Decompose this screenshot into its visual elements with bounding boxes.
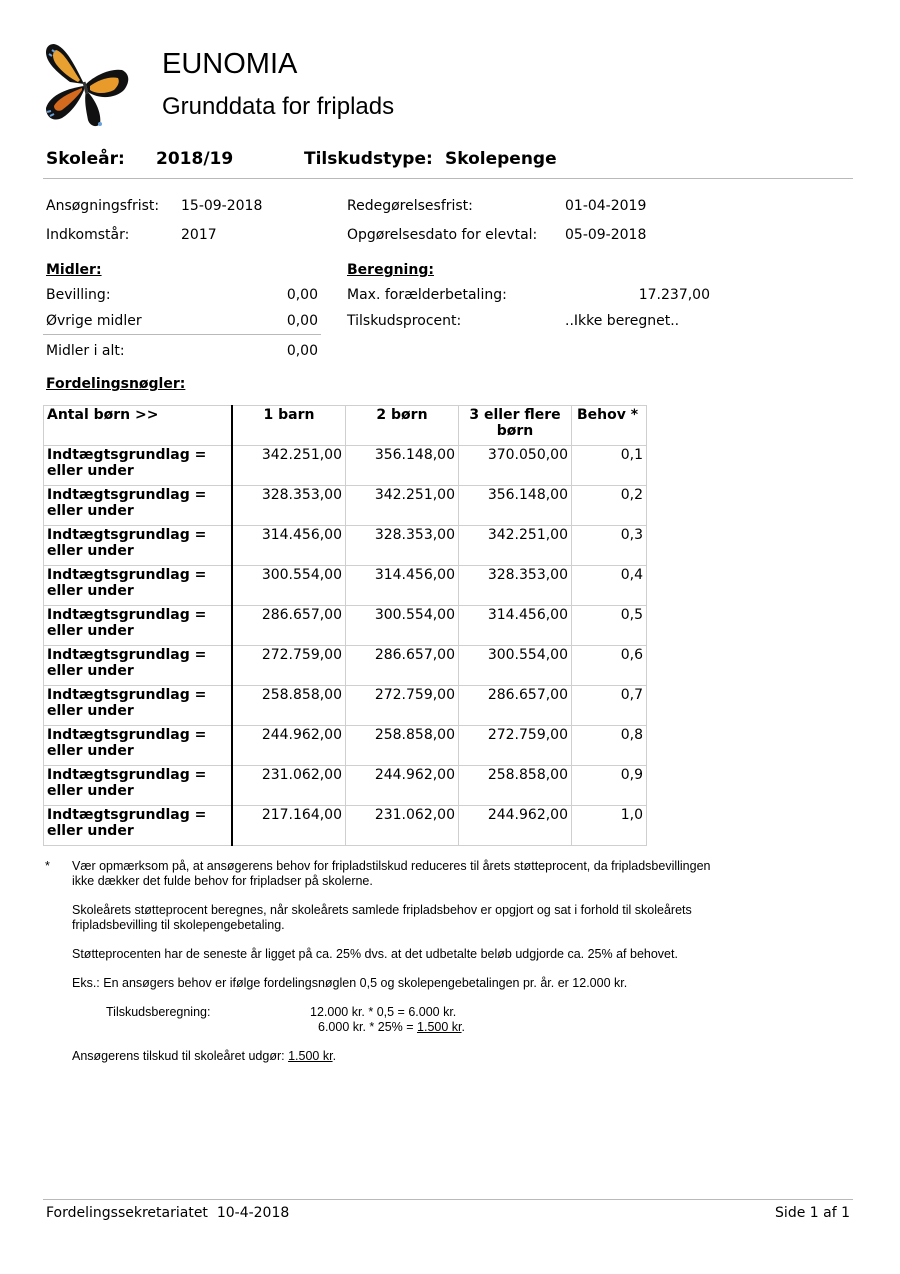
row-label: Indtægtsgrundlag = eller under: [44, 526, 233, 566]
row-label: Indtægtsgrundlag = eller under: [44, 686, 233, 726]
value-1-barn: 300.554,00: [232, 566, 346, 606]
value-2-boern: 356.148,00: [346, 446, 459, 486]
note-p5: [72, 1049, 336, 1064]
oevrige-midler-label: Øvrige midler: [46, 313, 142, 329]
calc-line2-result: 1.500 kr: [417, 1020, 462, 1034]
col-header-behov: Behov *: [572, 406, 647, 446]
value-behov: 0,3: [572, 526, 647, 566]
value-3-boern: 244.962,00: [459, 806, 572, 846]
value-2-boern: 314.456,00: [346, 566, 459, 606]
row-label: Indtægtsgrundlag = eller under: [44, 726, 233, 766]
calc-line1: 12.000 kr. * 0,5 = 6.000 kr.: [310, 1005, 457, 1019]
note-p2-line2: fripladsbevilling til skolepengebetaling.: [72, 918, 285, 932]
value-3-boern: 328.353,00: [459, 566, 572, 606]
value-2-boern: 272.759,00: [346, 686, 459, 726]
oevrige-midler-value: 0,00: [286, 313, 318, 329]
note-p4: Eks.: En ansøgers behov er ifølge fordelingsnøglen 0,5 og skolepengebetalingen pr. år. er 12.000 kr.: [72, 976, 628, 990]
skoleaar-value: 2018/19: [156, 149, 234, 169]
midler-heading: Midler:: [46, 262, 102, 278]
col-header-antal-boern: Antal børn >>: [44, 406, 233, 446]
table-row: [44, 446, 647, 486]
value-3-boern: 300.554,00: [459, 646, 572, 686]
value-1-barn: 342.251,00: [232, 446, 346, 486]
fordelingsnoegler-table: [43, 405, 647, 846]
value-3-boern: 356.148,00: [459, 486, 572, 526]
row-label: Indtægtsgrundlag = eller under: [44, 766, 233, 806]
table-header-row: [44, 406, 647, 446]
max-foraelderbetaling-value: 17.237,00: [638, 287, 710, 303]
bevilling-label: Bevilling:: [46, 287, 111, 303]
calc-label: Tilskudsberegning:: [106, 1005, 211, 1019]
note-p5-suffix: .: [332, 1049, 337, 1063]
note-p5-result: 1.500 kr: [288, 1049, 333, 1063]
beregning-heading: Beregning:: [347, 262, 434, 278]
note-p5-prefix: Ansøgerens tilskud til skoleåret udgør:: [72, 1049, 289, 1063]
fordelingsnoegler-heading: Fordelingsnøgler:: [46, 376, 186, 392]
value-3-boern: 370.050,00: [459, 446, 572, 486]
value-1-barn: 314.456,00: [232, 526, 346, 566]
note-p2-line1: Skoleårets støtteprocent beregnes, når skoleårets samlede fripladsbehov er opgjort og sat i forhold til skoleårets: [72, 903, 692, 917]
value-1-barn: 217.164,00: [232, 806, 346, 846]
butterfly-logo: [40, 38, 132, 130]
value-behov: 0,5: [572, 606, 647, 646]
header-divider: [43, 178, 853, 179]
max-foraelderbetaling-label: Max. forælderbetaling:: [347, 287, 507, 303]
value-2-boern: 328.353,00: [346, 526, 459, 566]
value-1-barn: 258.858,00: [232, 686, 346, 726]
footer-left: Fordelingssekretariatet 10-4-2018: [46, 1205, 290, 1221]
midler-total-label: Midler i alt:: [46, 343, 125, 359]
indkomstaar-value: 2017: [181, 227, 217, 243]
footer-page-number: Side 1 af 1: [775, 1205, 850, 1221]
table-row: [44, 566, 647, 606]
calc-line2-suffix: .: [461, 1020, 465, 1034]
value-behov: 0,2: [572, 486, 647, 526]
value-behov: 1,0: [572, 806, 647, 846]
note-p1-line2: ikke dækker det fulde behov for fripladser på skolerne.: [72, 874, 373, 888]
midler-total-value: 0,00: [286, 343, 318, 359]
calc-line2: [318, 1020, 465, 1035]
row-label: Indtægtsgrundlag = eller under: [44, 486, 233, 526]
tilskudstype-label: Tilskudstype:: [304, 149, 433, 169]
value-1-barn: 244.962,00: [232, 726, 346, 766]
value-3-boern: 258.858,00: [459, 766, 572, 806]
row-label: Indtægtsgrundlag = eller under: [44, 606, 233, 646]
table-row: [44, 726, 647, 766]
value-3-boern: 314.456,00: [459, 606, 572, 646]
row-label: Indtægtsgrundlag = eller under: [44, 806, 233, 846]
calc-line2-prefix: 6.000 kr. * 25% =: [318, 1020, 418, 1034]
value-1-barn: 231.062,00: [232, 766, 346, 806]
value-1-barn: 286.657,00: [232, 606, 346, 646]
tilskudsprocent-label: Tilskudsprocent:: [347, 313, 462, 329]
table-row: [44, 766, 647, 806]
table-row: [44, 686, 647, 726]
value-behov: 0,9: [572, 766, 647, 806]
redegoerelsesfrist-value: 01-04-2019: [565, 198, 647, 214]
bevilling-value: 0,00: [286, 287, 318, 303]
table-row: [44, 526, 647, 566]
value-2-boern: 258.858,00: [346, 726, 459, 766]
value-behov: 0,1: [572, 446, 647, 486]
value-2-boern: 231.062,00: [346, 806, 459, 846]
redegoerelsesfrist-label: Redegørelsesfrist:: [347, 198, 473, 214]
col-header-3-boern: 3 eller flere børn: [459, 406, 572, 446]
value-3-boern: 286.657,00: [459, 686, 572, 726]
table-row: [44, 486, 647, 526]
col-header-2-boern: 2 børn: [346, 406, 459, 446]
col-header-1-barn: 1 barn: [232, 406, 346, 446]
ansoegningsfrist-value: 15-09-2018: [181, 198, 263, 214]
footer-divider: [43, 1199, 853, 1200]
table-row: [44, 646, 647, 686]
row-label: Indtægtsgrundlag = eller under: [44, 646, 233, 686]
value-behov: 0,8: [572, 726, 647, 766]
tilskudstype-value: Skolepenge: [445, 149, 557, 169]
value-behov: 0,6: [572, 646, 647, 686]
row-label: Indtægtsgrundlag = eller under: [44, 566, 233, 606]
value-3-boern: 342.251,00: [459, 526, 572, 566]
org-title: EUNOMIA: [162, 48, 298, 80]
ansoegningsfrist-label: Ansøgningsfrist:: [46, 198, 160, 214]
value-behov: 0,7: [572, 686, 647, 726]
value-2-boern: 342.251,00: [346, 486, 459, 526]
skoleaar-label: Skoleår:: [46, 149, 125, 169]
opgoerelsesdato-label: Opgørelsesdato for elevtal:: [347, 227, 538, 243]
value-3-boern: 272.759,00: [459, 726, 572, 766]
value-1-barn: 328.353,00: [232, 486, 346, 526]
midler-sum-divider: [43, 334, 321, 335]
table-row: [44, 606, 647, 646]
value-2-boern: 286.657,00: [346, 646, 459, 686]
indkomstaar-label: Indkomstår:: [46, 227, 130, 243]
row-label: Indtægtsgrundlag = eller under: [44, 446, 233, 486]
note-asterisk: *: [45, 859, 50, 873]
value-2-boern: 244.962,00: [346, 766, 459, 806]
opgoerelsesdato-value: 05-09-2018: [565, 227, 647, 243]
value-1-barn: 272.759,00: [232, 646, 346, 686]
note-p3: Støtteprocenten har de seneste år ligget på ca. 25% dvs. at det udbetalte beløb udgjorde ca. 25% af behovet.: [72, 947, 678, 961]
value-2-boern: 300.554,00: [346, 606, 459, 646]
document-subtitle: Grunddata for friplads: [162, 93, 395, 120]
value-behov: 0,4: [572, 566, 647, 606]
note-p1-line1: Vær opmærksom på, at ansøgerens behov for fripladstilskud reduceres til årets støtteprocent, da fripladsbevillingen: [72, 859, 711, 873]
tilskudsprocent-value: ..Ikke beregnet..: [565, 313, 680, 329]
table-row: [44, 806, 647, 846]
